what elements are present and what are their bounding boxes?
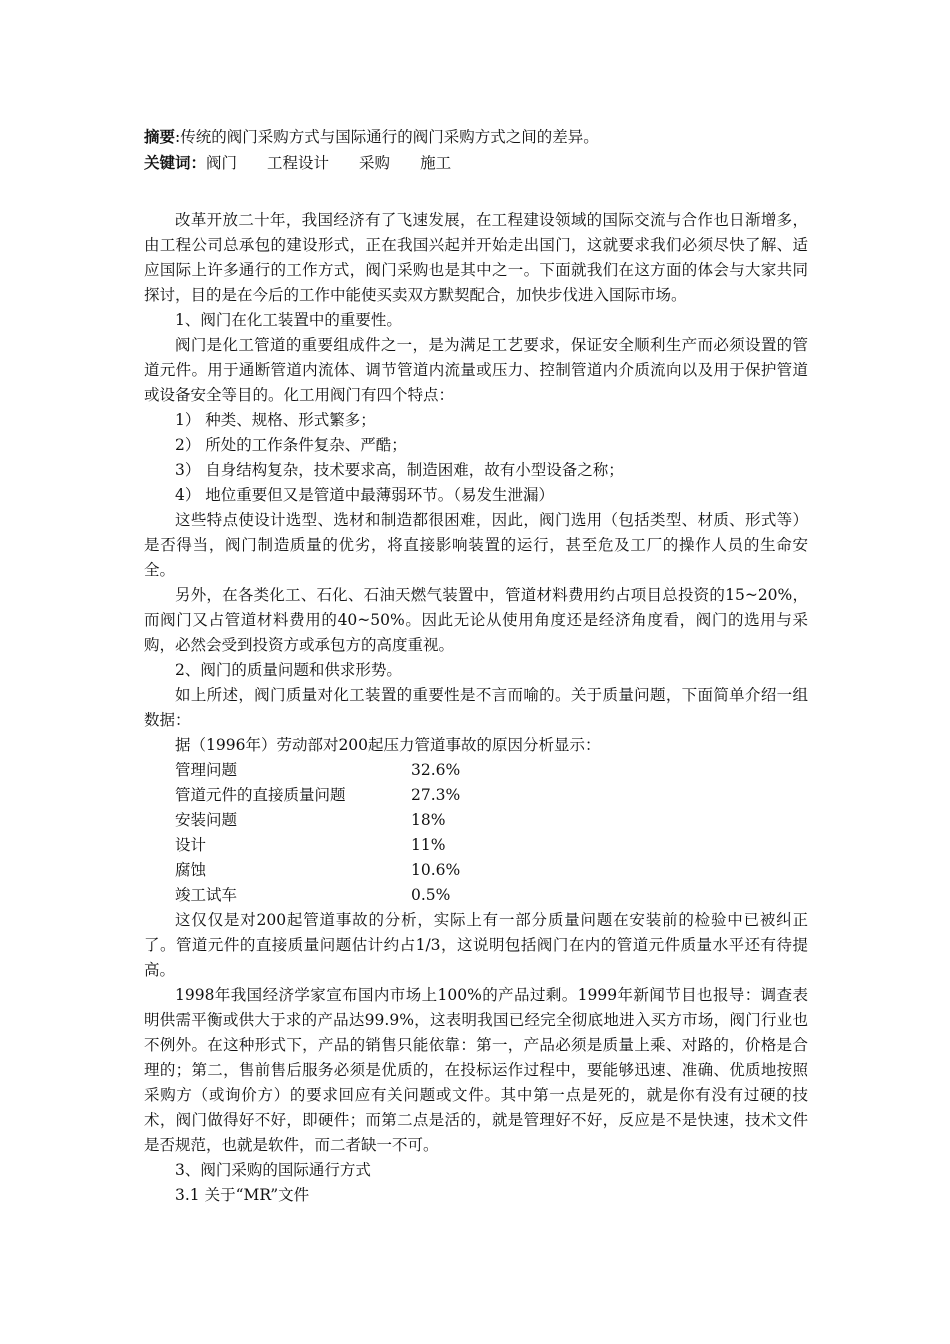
stats-value: 10.6%	[411, 861, 461, 879]
stats-value: 11%	[411, 836, 446, 854]
stats-row	[144, 858, 808, 883]
section-heading-3: 3、阀门采购的国际通行方式	[175, 1161, 371, 1179]
stats-label: 管理问题	[175, 761, 238, 779]
stats-value: 0.5%	[411, 886, 451, 904]
stats-label: 管道元件的直接质量问题	[175, 786, 346, 804]
stats-label: 竣工试车	[175, 886, 238, 904]
stats-value: 32.6%	[411, 761, 461, 779]
paragraph: 另外，在各类化工、石化、石油天燃气装置中，管道材料费用约占项目总投资的15~20%，而阀门又占管道材料费用的40~50%。因此无论从使用角度还是经济角度看，阀门的选用与采购，必然会受到投资方或承包方的高度重视。	[144, 586, 808, 654]
list-item: 1） 种类、规格、形式繁多；	[175, 411, 376, 429]
stats-row	[144, 758, 808, 783]
paragraph: 这些特点使设计选型、选材和制造都很困难，因此，阀门选用（包括类型、材质、形式等）是否得当，阀门制造质量的优劣，将直接影响装置的运行，甚至危及工厂的操作人员的生命安全。	[144, 511, 808, 579]
paragraph: 阀门是化工管道的重要组成件之一，是为满足工艺要求，保证安全顺利生产而必须设置的管道元件。用于通断管道内流体、调节管道内流量或压力、控制管道内介质流向以及用于保护管道或设备安全等目的。化工用阀门有四个特点：	[144, 336, 808, 404]
stats-intro: 据（1996年）劳动部对200起压力管道事故的原因分析显示：	[175, 736, 601, 754]
stats-label: 腐蚀	[175, 861, 207, 879]
keyword: 施工	[420, 154, 452, 172]
keywords-line	[144, 150, 808, 176]
stats-label: 安装问题	[175, 811, 238, 829]
section-heading-2: 2、阀门的质量问题和供求形势。	[175, 661, 402, 679]
document-body	[144, 124, 808, 1208]
stats-row	[144, 808, 808, 833]
keyword: 采购	[359, 154, 391, 172]
paragraph: 1998年我国经济学家宣布国内市场上100%的产品过剩。1999年新闻节目也报导：调查表明供需平衡或供大于求的产品达99.9%，这表明我国已经完全彻底地进入买方市场，阀门行业也不例外。在这种形式下，产品的销售只能依靠：第一，产品必须是质量上乘、对路的，价格是合理的；第二，售前售后服务必须是优质的，在投标运作过程中，要能够迅速、准确、优质地按照采购方（或询价方）的要求回应有关问题或文件。其中第一点是死的，就是你有没有过硬的技术，阀门做得好不好，即硬件；而第二点是活的，就是管理好不好，反应是不是快速，技术文件是否规范，也就是软件，而二者缺一不可。	[144, 986, 808, 1154]
keyword: 阀门	[206, 154, 238, 172]
stats-row	[144, 883, 808, 908]
stats-row	[144, 783, 808, 808]
list-item: 3） 自身结构复杂，技术要求高，制造困难，故有小型设备之称；	[175, 461, 624, 479]
stats-table	[144, 758, 808, 908]
paragraph: 如上所述，阀门质量对化工装置的重要性是不言而喻的。关于质量问题，下面简单介绍一组数据：	[144, 686, 808, 729]
abstract-text: :传统的阀门采购方式与国际通行的阀门采购方式之间的差异。	[175, 128, 599, 146]
intro-paragraph: 改革开放二十年，我国经济有了飞速发展，在工程建设领域的国际交流与合作也日渐增多，由工程公司总承包的建设形式，正在我国兴起并开始走出国门，这就要求我们必须尽快了解、适应国际上许多通行的工作方式，阀门采购也是其中之一。下面就我们在这方面的体会与大家共同探讨，目的是在今后的工作中能使买卖双方默契配合，加快步伐进入国际市场。	[144, 211, 808, 304]
stats-value: 18%	[411, 811, 446, 829]
stats-value: 27.3%	[411, 786, 461, 804]
stats-row	[144, 833, 808, 858]
stats-label: 设计	[175, 836, 207, 854]
list-item: 4） 地位重要但又是管道中最薄弱环节。（易发生泄漏）	[175, 486, 555, 504]
subsection-heading: 3.1 关于“MR”文件	[175, 1186, 310, 1204]
keywords-label: 关键词：	[144, 153, 207, 172]
paragraph: 这仅仅是对200起管道事故的分析，实际上有一部分质量问题在安装前的检验中已被纠正了。管道元件的直接质量问题估计约占1/3，这说明包括阀门在内的管道元件质量水平还有待提高。	[144, 911, 808, 979]
keyword: 工程设计	[267, 154, 330, 172]
abstract-label: 摘要	[144, 127, 176, 146]
abstract-line	[144, 124, 808, 150]
section-heading-1: 1、阀门在化工装置中的重要性。	[175, 311, 402, 329]
list-item: 2） 所处的工作条件复杂、严酷；	[175, 436, 407, 454]
